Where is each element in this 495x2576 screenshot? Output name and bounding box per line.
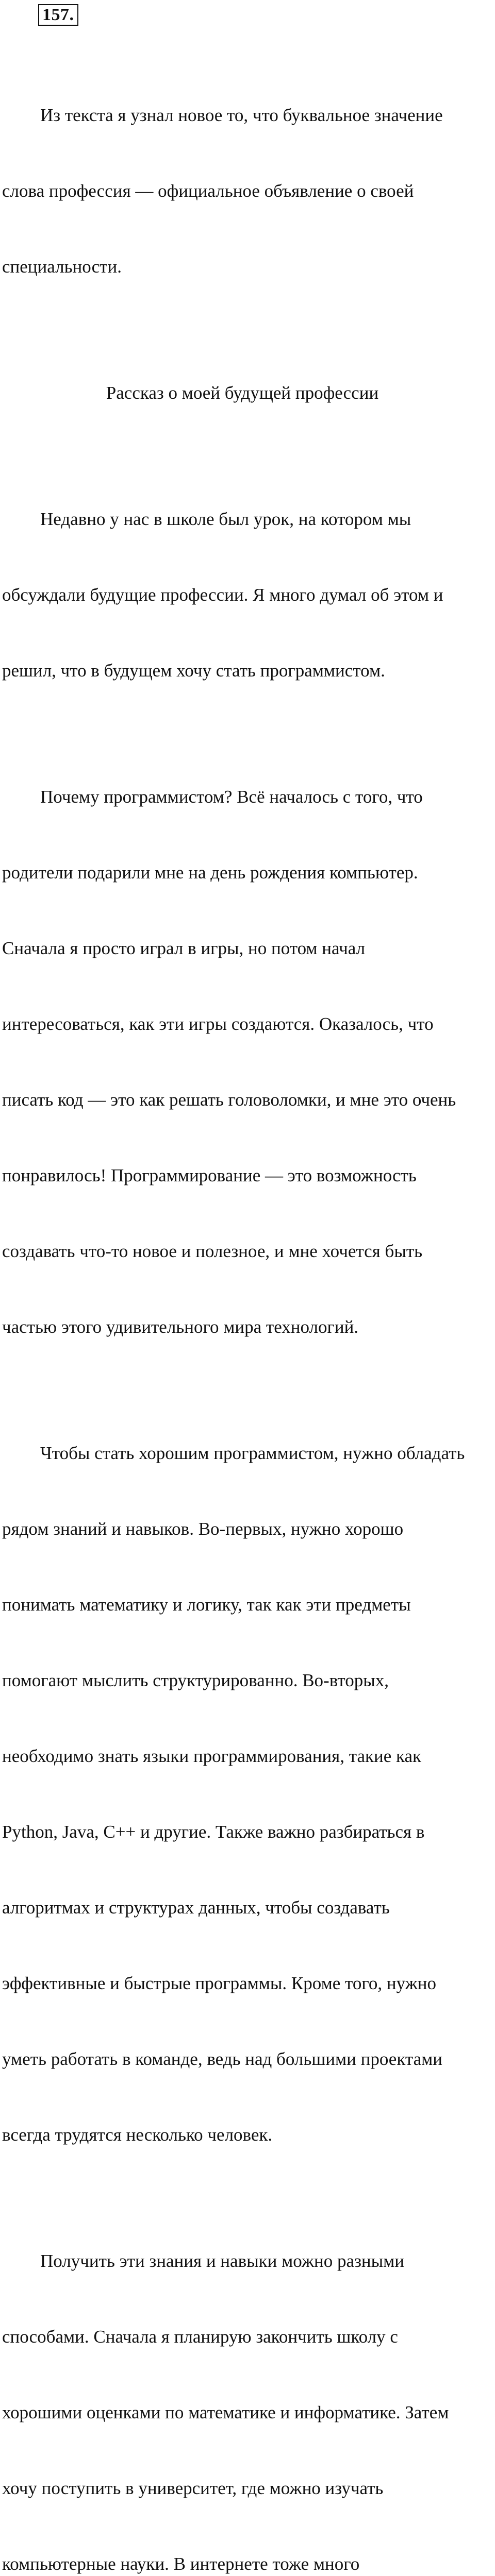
text-line: понравилось! Программирование — это возможность xyxy=(2,1165,417,1185)
text-line: создавать что-то новое и полезное, и мне хочется быть xyxy=(2,1241,423,1261)
text-line: специальности. xyxy=(2,257,122,277)
text-line: компьютерные науки. В интернете тоже много xyxy=(2,2554,360,2574)
essay-title: Рассказ о моей будущей профессии xyxy=(106,383,379,403)
essay-heading xyxy=(2,330,493,456)
text-line: рядом знаний и навыков. Во-первых, нужно хорошо xyxy=(2,1519,404,1539)
text-line: хочу поступить в университет, где можно изучать xyxy=(2,2478,384,2498)
paragraph-essay-3 xyxy=(2,1390,493,2198)
text-line: уметь работать в команде, ведь над большими проектами xyxy=(2,2049,443,2069)
text-line: Недавно у нас в школе был урок, на котором мы xyxy=(40,509,411,529)
task-number-box xyxy=(38,4,78,26)
text-line: обсуждали будущие профессии. Я много думал об этом и xyxy=(2,585,443,605)
text-line: помогают мыслить структурированно. Во-вторых, xyxy=(2,1670,389,1690)
text-line: алгоритмах и структурах данных, чтобы создавать xyxy=(2,1897,390,1918)
paragraph-essay-1 xyxy=(2,456,493,734)
paragraph-intro xyxy=(2,52,493,330)
paragraph-essay-4 xyxy=(2,2198,493,2576)
text-line: хорошими оценками по математике и информатике. Затем xyxy=(2,2402,449,2422)
text-line: способами. Сначала я планирую закончить школу с xyxy=(2,2327,398,2347)
text-line: эффективные и быстрые программы. Кроме того, нужно xyxy=(2,1973,437,1993)
text-line: слова профессия — официальное объявление о своей xyxy=(2,181,414,201)
text-line: решил, что в будущем хочу стать программистом. xyxy=(2,660,385,681)
text-line: Получить эти знания и навыки можно разными xyxy=(40,2251,405,2271)
text-line: родители подарили мне на день рождения компьютер. xyxy=(2,862,418,883)
text-line: частью этого удивительного мира технологий. xyxy=(2,1317,359,1337)
text-line: Почему программистом? Всё началось с того, что xyxy=(40,787,423,807)
text-line: Чтобы стать хорошим программистом, нужно обладать xyxy=(40,1443,465,1463)
text-line: Python, Java, C++ и другие. Также важно разбираться в xyxy=(2,1822,425,1842)
paragraph-essay-2 xyxy=(2,734,493,1390)
text-line: писать код — это как решать головоломки, и мне это очень xyxy=(2,1090,456,1110)
text-line: Из текста я узнал новое то, что буквальное значение xyxy=(40,105,443,125)
text-line: интересоваться, как эти игры создаются. Оказалось, что xyxy=(2,1014,434,1034)
text-line: необходимо знать языки программирования, такие как xyxy=(2,1746,422,1766)
text-line: всегда трудятся несколько человек. xyxy=(2,2125,273,2145)
text-line: понимать математику и логику, так как эти предметы xyxy=(2,1595,411,1615)
answer-text xyxy=(2,52,493,2576)
text-line: Сначала я просто играл в игры, но потом начал xyxy=(2,938,366,958)
task-number: 157. xyxy=(42,5,74,24)
